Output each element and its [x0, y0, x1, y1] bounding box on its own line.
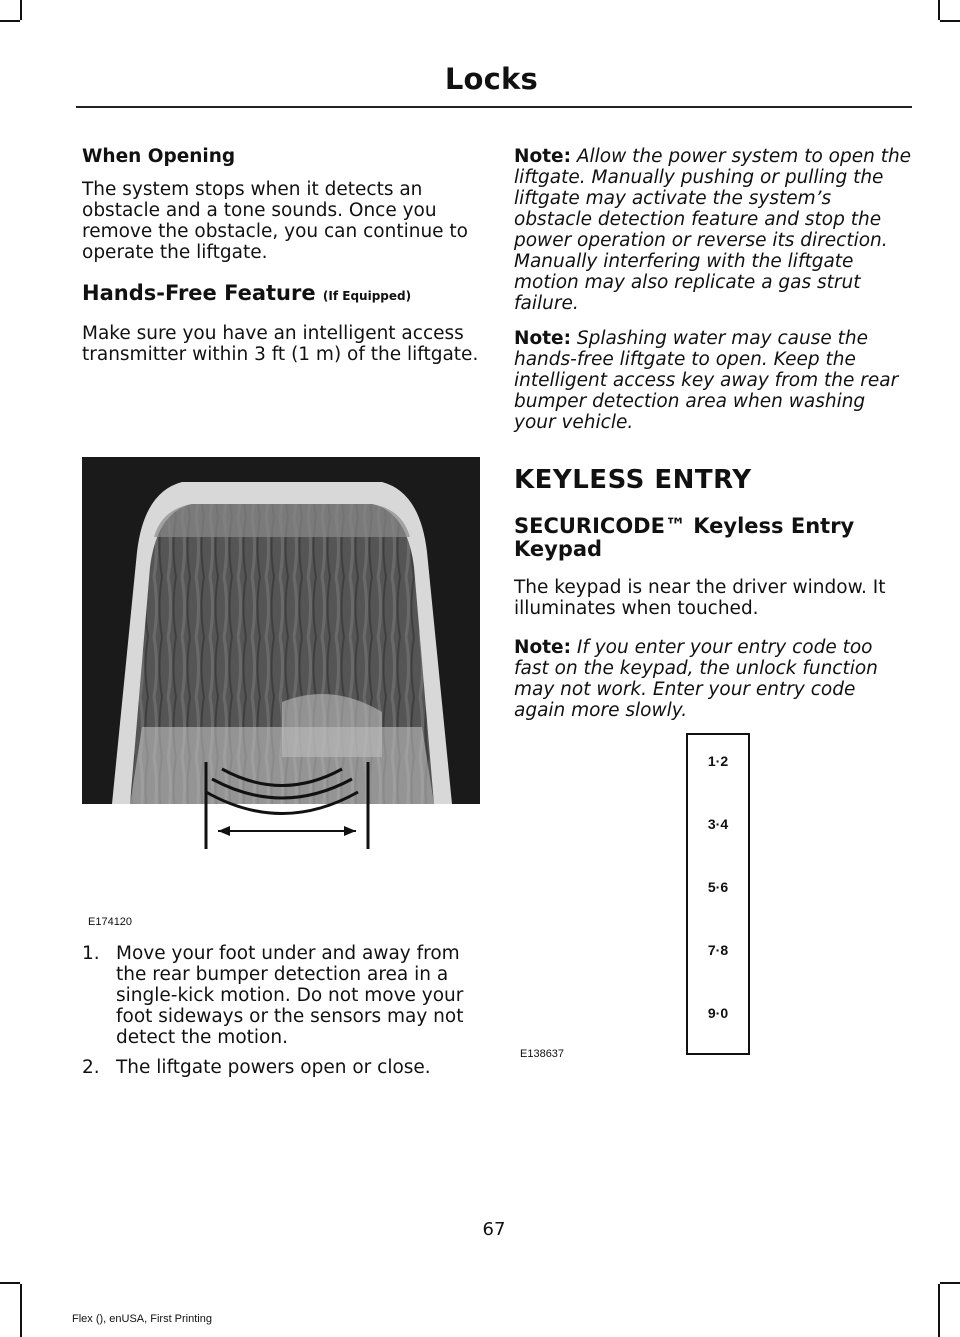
crop-mark [0, 1282, 20, 1284]
when-opening-body: The system stops when it detects an obstacle and a tone sounds. Once you remove the obstacle, you can continue to operate the liftgate. [82, 179, 468, 263]
edition-footer: Flex (), enUSA, First Printing [72, 1313, 212, 1325]
crop-mark [20, 0, 22, 20]
right-column [514, 146, 912, 735]
list-item [82, 943, 482, 1048]
keypad-key: 5·6 [707, 879, 729, 895]
keypad-key: 1·2 [707, 753, 729, 769]
when-opening-heading: When Opening [82, 146, 236, 167]
crop-mark [940, 1282, 960, 1284]
step-text: The liftgate powers open or close. [116, 1057, 431, 1078]
note-entry-code [514, 637, 912, 721]
note-power-system [514, 146, 912, 314]
keypad-key: 7·8 [707, 942, 729, 958]
crop-mark [938, 0, 940, 20]
crop-mark [0, 20, 20, 22]
step-number: 2. [82, 1057, 100, 1078]
left-column [82, 146, 482, 383]
keypad-heading: SECURICODE™ Keyless Entry Keypad [514, 514, 855, 561]
header-divider [76, 106, 912, 108]
hands-free-title: Hands-Free Feature [82, 281, 316, 305]
keypad-key: 9·0 [707, 1005, 729, 1021]
keypad-illustration [686, 733, 750, 1055]
crop-mark [940, 20, 960, 22]
note-label: Note: [514, 637, 571, 658]
section-heading: KEYLESS ENTRY [514, 465, 752, 495]
note-splashing-water [514, 328, 912, 433]
page-title: Locks [444, 62, 538, 96]
figure-code-right: E138637 [520, 1048, 565, 1060]
keypad-key: 3·4 [707, 816, 729, 832]
note-label: Note: [514, 328, 571, 349]
note-label: Note: [514, 146, 571, 167]
step-text: Move your foot under and away from the rear bumper detection area in a single-kick motion. Do not move your foot sideways or the sensors may not detect the motion. [116, 943, 464, 1048]
page-number: 67 [482, 1219, 506, 1240]
list-item [82, 1057, 482, 1078]
steps-list [82, 943, 482, 1087]
crop-mark [20, 1284, 22, 1337]
figure-code-left: E174120 [88, 916, 133, 928]
note-text: Allow the power system to open the liftgate. Manually pushing or pulling the liftgate may activate the system’s obstacle detection feature and stop the power operation or reverse its direction. Manually interfering with the liftgate motion may also replicate a gas strut failure. [514, 146, 912, 314]
crop-mark [938, 1284, 940, 1337]
liftgate-illustration [82, 457, 480, 852]
hands-free-suffix: (If Equipped) [322, 289, 412, 303]
note-text: If you enter your entry code too fast on the keypad, the unlock function may not work. Enter your entry code again more slowly. [514, 637, 878, 721]
note-text: Splashing water may cause the hands-free liftgate to open. Keep the intelligent access key away from the rear bumper detection area when washing your vehicle. [514, 328, 899, 433]
hands-free-heading [82, 281, 482, 305]
hands-free-body: Make sure you have an intelligent access transmitter within 3 ft (1 m) of the liftgate. [82, 323, 479, 365]
keypad-body: The keypad is near the driver window. It illuminates when touched. [514, 577, 886, 619]
step-number: 1. [82, 943, 100, 964]
